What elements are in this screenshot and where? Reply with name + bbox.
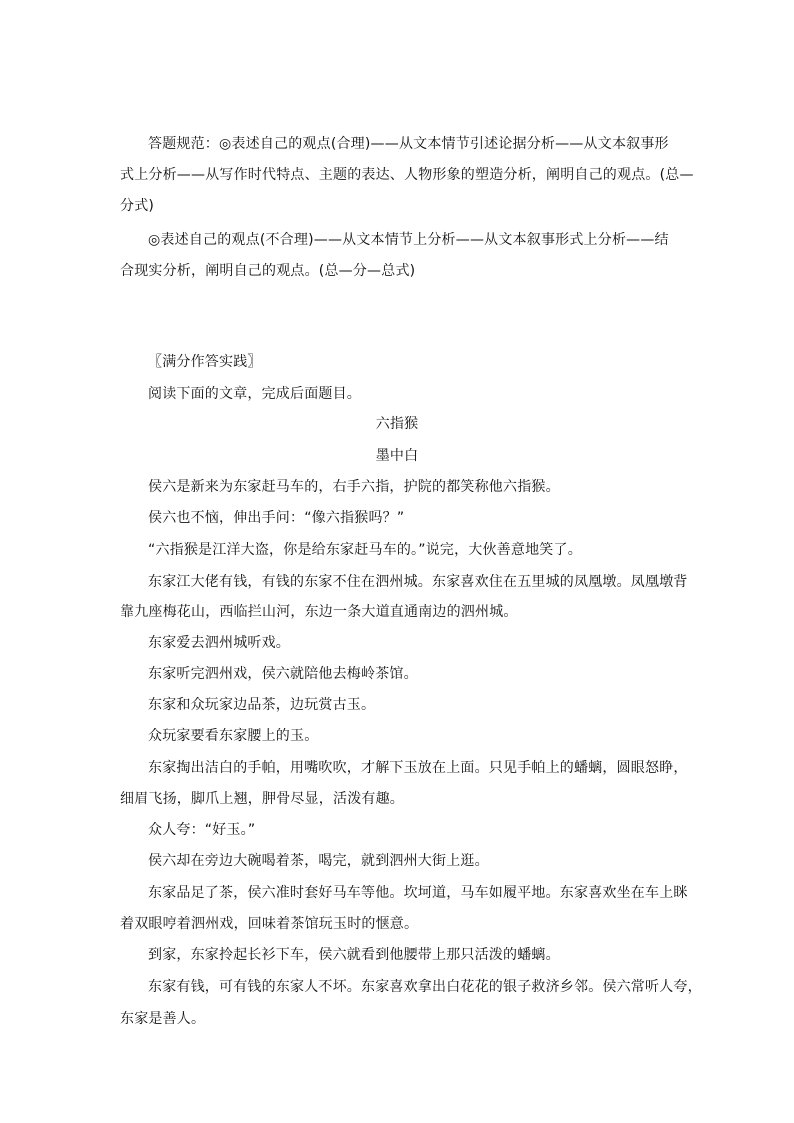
story-author: 墨中白 xyxy=(375,448,419,464)
story-paragraph-continuation: 着双眼哼着泗州戏，回味着茶馆玩玉时的惬意。 xyxy=(120,916,419,932)
story-paragraph-continuation: 靠九座梅花山，西临拦山河，东边一条大道直通南边的泗州城。 xyxy=(120,604,518,620)
answer-norms-line-3: 分式) xyxy=(120,198,155,214)
story-paragraph: 侯六却在旁边大碗喝着茶，喝完，就到泗州大街上逛。 xyxy=(148,853,489,869)
story-paragraph: 东家和众玩家边品茶，边玩赏古玉。 xyxy=(148,697,376,713)
story-paragraph: 东家爱去泗州城听戏。 xyxy=(148,635,290,651)
story-paragraph: “六指猴是江洋大盗，你是给东家赶马车的。”说完，大伙善意地笑了。 xyxy=(148,542,582,558)
answer-norms-line-4: ◎表述自己的观点(不合理)——从文本情节上分析——从文本叙事形式上分析——结 xyxy=(148,232,669,248)
story-paragraph: 东家江大佬有钱，有钱的东家不住在泗州城。东家喜欢住在五里城的凤凰墩。凤凰墩背 xyxy=(148,574,688,590)
section-heading: 〖满分作答实践〗 xyxy=(148,354,262,370)
story-paragraph: 东家有钱，可有钱的东家人不坏。东家喜欢拿出白花花的银子救济乡邻。侯六常听人夸， xyxy=(148,979,702,995)
story-paragraph: 东家掏出洁白的手帕，用嘴吹吹，才解下玉放在上面。只见手帕上的蟠螭，圆眼怒睁， xyxy=(148,760,688,776)
story-paragraph: 到家，东家拎起长衫下车，侯六就看到他腰带上那只活泼的蟠螭。 xyxy=(148,947,560,963)
story-paragraph: 东家品足了茶，侯六准时套好马车等他。坎坷道，马车如履平地。东家喜欢坐在车上眯 xyxy=(148,885,688,901)
answer-norms-line-5: 合现实分析，阐明自己的观点。(总—分—总式) xyxy=(120,263,416,279)
story-paragraph: 侯六也不恼，伸出手问：“像六指猴吗？” xyxy=(148,510,405,526)
story-paragraph-continuation: 东家是善人。 xyxy=(120,1011,206,1027)
answer-norms-line-1: 答题规范：◎表述自己的观点(合理)——从文本情节引述论据分析——从文本叙事形 xyxy=(148,136,669,152)
instruction-text: 阅读下面的文章，完成后面题目。 xyxy=(148,386,361,402)
story-paragraph: 众玩家要看东家腰上的玉。 xyxy=(148,728,319,744)
story-paragraph: 众人夸：“好玉。” xyxy=(148,822,256,838)
story-paragraph: 东家听完泗州戏，侯六就陪他去梅岭茶馆。 xyxy=(148,666,418,682)
story-paragraph: 侯六是新来为东家赶马车的，右手六指，护院的都笑称他六指猴。 xyxy=(148,479,560,495)
answer-norms-line-2: 式上分析——从写作时代特点、主题的表达、人物形象的塑造分析，阐明自己的观点。(总— xyxy=(120,167,694,183)
story-title: 六指猴 xyxy=(375,416,419,432)
story-paragraph-continuation: 细眉飞扬，脚爪上翘，胛骨尽显，活泼有趣。 xyxy=(120,791,404,807)
